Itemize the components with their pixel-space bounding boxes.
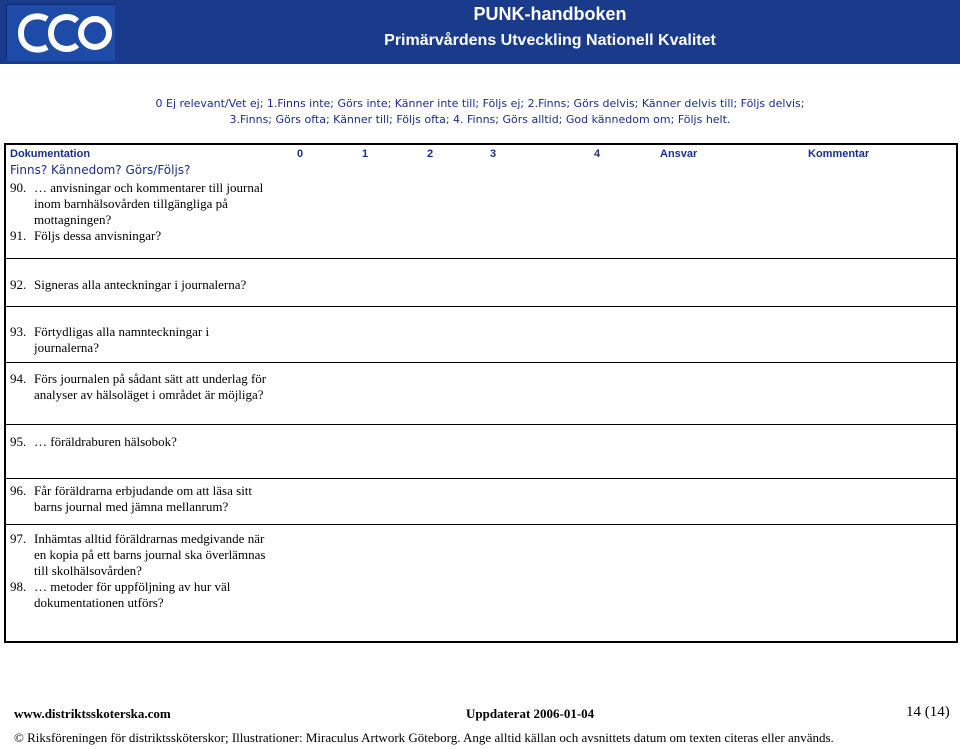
column-header-ansvar: Ansvar	[660, 148, 698, 160]
column-header-2: 2	[427, 148, 434, 160]
question-94	[10, 371, 280, 403]
question-number: 96.	[10, 483, 27, 498]
row-divider	[6, 478, 956, 479]
question-number: 95.	[10, 434, 27, 449]
question-text: … föräldraburen hälsobok?	[34, 434, 177, 449]
question-96	[10, 483, 280, 515]
question-91	[10, 228, 280, 244]
question-text: Signeras alla anteckningar i journalerna?	[34, 277, 247, 292]
legend-line-2: 3.Finns; Görs ofta; Känner till; Följs ofta; 4. Finns; Görs alltid; God kännedom om; Följs helt.	[229, 113, 731, 126]
section-subtitle: Finns? Kännedom? Görs/Följs?	[10, 163, 191, 177]
row-divider	[6, 524, 956, 525]
footer-page-number: 14 (14)	[906, 704, 950, 720]
header-rule	[0, 62, 960, 64]
footer-updated: Uppdaterat 2006-01-04	[466, 706, 595, 721]
row-divider	[6, 258, 956, 259]
column-header-0: 0	[297, 148, 304, 160]
row-divider	[6, 306, 956, 307]
question-98	[10, 579, 280, 611]
column-header-4: 4	[594, 148, 601, 160]
legend-line-1: 0 Ej relevant/Vet ej; 1.Finns inte; Görs inte; Känner inte till; Följs ej; 2.Finns; Görs delvis; Känner delvis till; Följs delvis;	[155, 97, 805, 110]
column-header-1: 1	[362, 148, 369, 160]
question-text: Följs dessa anvisningar?	[34, 228, 162, 243]
rating-legend	[120, 96, 840, 128]
question-text: Inhämtas alltid föräldrarnas medgivande när en kopia på ett barns journal ska överlämnas till skolhälsovården?	[34, 531, 266, 578]
question-number: 93.	[10, 324, 27, 339]
question-text: Förtydligas alla namnteckningar i journalerna?	[34, 324, 210, 355]
logo	[6, 4, 114, 60]
question-95	[10, 434, 280, 450]
question-text: Förs journalen på sådant sätt att underlag för analyser av hälsoläget i området är möjliga?	[34, 371, 267, 402]
row-divider	[6, 362, 956, 363]
question-92	[10, 277, 280, 293]
page-title: PUNK-handboken	[473, 4, 627, 24]
question-93	[10, 324, 280, 356]
column-header-3: 3	[490, 148, 497, 160]
page-subtitle: Primärvårdens Utveckling Nationell Kvalitet	[384, 32, 716, 49]
question-text: … metoder för uppföljning av hur väl dokumentationen utförs?	[34, 579, 231, 610]
question-number: 90.	[10, 180, 27, 195]
question-number: 91.	[10, 228, 27, 243]
row-divider	[6, 424, 956, 425]
question-97	[10, 531, 280, 579]
question-number: 97.	[10, 531, 27, 546]
column-header-kommentar: Kommentar	[808, 148, 870, 160]
question-text: … anvisningar och kommentarer till journal inom barnhälsovården tillgängliga på mottagningen?	[34, 180, 264, 227]
question-number: 94.	[10, 371, 27, 386]
section-title: Dokumentation	[10, 148, 91, 160]
footer-copyright: © Riksföreningen för distriktssköterskor; Illustrationer: Miraculus Artwork Göteborg. Ange alltid källan och avsnittets datum om texten citeras eller används.	[14, 730, 834, 745]
question-number: 98.	[10, 579, 27, 594]
question-number: 92.	[10, 277, 27, 292]
question-text: Får föräldrarna erbjudande om att läsa sitt barns journal med jämna mellanrum?	[34, 483, 253, 514]
question-90	[10, 180, 280, 228]
logo-graphic	[7, 5, 115, 61]
footer-website: www.distriktsskoterska.com	[14, 706, 171, 721]
